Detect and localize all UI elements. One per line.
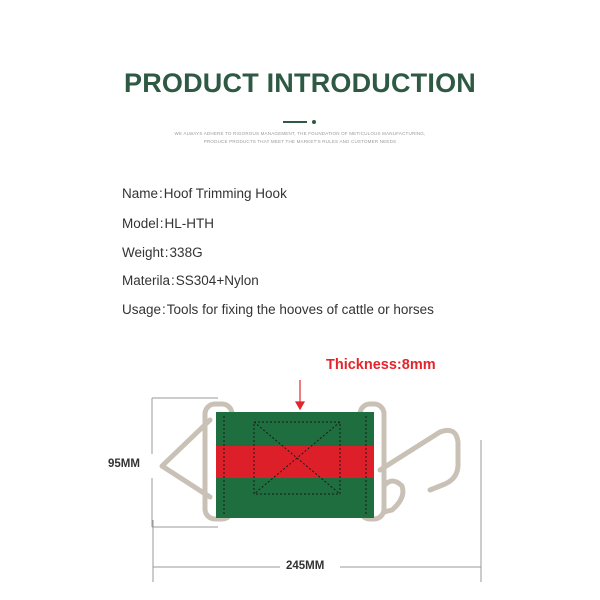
spec-material-separator: : [171, 273, 175, 288]
thickness-label: Thickness [326, 357, 397, 373]
spec-usage-value: Tools for fixing the hooves of cattle or horses [166, 302, 434, 317]
spec-material-label: Materila [122, 273, 171, 288]
thickness-annotation [326, 357, 436, 373]
right-hook-link [384, 481, 403, 512]
spec-name-value: Hoof Trimming Hook [163, 186, 287, 201]
spec-weight-separator: : [164, 245, 169, 260]
thickness-value: 8mm [401, 357, 436, 373]
right-metal-hook [360, 404, 458, 519]
spec-model-value: HL-HTH [164, 216, 215, 231]
page-title: PRODUCT INTRODUCTION [124, 68, 476, 98]
spec-weight-value: 338G [169, 245, 203, 260]
strap [216, 412, 374, 518]
tagline-line-1: WE ALWAYS ADHERE TO RIGOROUS MANAGEMENT, THE FOUNDATION OF METICULOUS MANUFACTURING, [174, 131, 426, 136]
spec-material-value: SS304+Nylon [175, 273, 259, 288]
spec-name-separator: : [159, 186, 163, 201]
spec-model-label: Model [122, 216, 159, 231]
width-dimension-label: 245MM [286, 560, 325, 572]
strap-red-stripe [216, 446, 374, 478]
spec-model-separator: : [159, 216, 164, 231]
thickness-separator: : [396, 357, 402, 373]
height-dimension-label: 95MM [108, 458, 140, 470]
spec-name-label: Name [122, 186, 159, 201]
spec-usage-separator: : [162, 302, 166, 317]
thickness-arrowhead [296, 402, 304, 409]
thickness-pointer [296, 380, 304, 409]
spec-weight-label: Weight [122, 245, 164, 260]
spec-usage-label: Usage [122, 302, 162, 317]
tagline-line-2: PRODUCE PRODUCTS THAT MEET THE MARKET'S RULES AND CUSTOMER NEEDS [203, 139, 397, 144]
